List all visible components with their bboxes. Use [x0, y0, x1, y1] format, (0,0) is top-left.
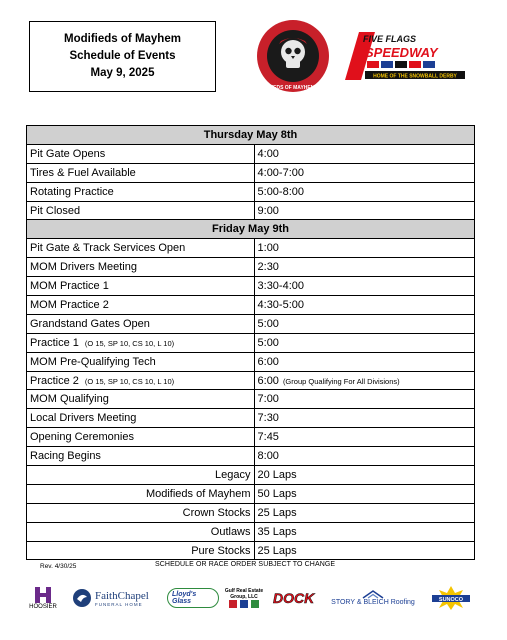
schedule-subtitle: Schedule of Events: [69, 50, 176, 62]
event-name: Pit Closed: [30, 204, 81, 217]
event-time: 2:30: [257, 261, 279, 274]
lloyds-label: Lloyd's Glass: [167, 588, 219, 608]
event-name: MOM Qualifying: [30, 393, 109, 406]
race-laps-cell: 20 Laps: [254, 466, 474, 485]
event-name: MOM Practice 2: [30, 298, 109, 311]
race-row: [27, 484, 475, 503]
event-time: 5:00-8:00: [257, 185, 304, 198]
event-cell: [27, 352, 255, 371]
practice-breakdown: (O 15, SP 10, CS 10, L 10): [84, 338, 175, 348]
schedule-table: [26, 125, 475, 560]
hoosier-h-icon: [33, 586, 53, 604]
time-cell: [254, 239, 474, 258]
event-name: Practice 2: [30, 374, 79, 387]
race-laps-cell: 25 Laps: [254, 503, 474, 522]
race-division-cell: Crown Stocks: [27, 503, 255, 522]
faithchapel-label: FaithChapel: [95, 589, 149, 602]
event-cell: [27, 296, 255, 315]
event-name: MOM Drivers Meeting: [30, 261, 137, 274]
thursday-heading: [27, 126, 475, 145]
event-cell: [27, 277, 255, 296]
event-name: Racing Begins: [30, 450, 101, 463]
time-cell: [254, 314, 474, 333]
event-name: Grandstand Gates Open: [30, 317, 150, 330]
race-row: [27, 503, 475, 522]
race-row: [27, 541, 475, 560]
time-cell: [254, 390, 474, 409]
event-cell: [27, 163, 255, 182]
time-cell: [254, 333, 474, 352]
sunoco-logo: [428, 583, 476, 613]
dock-logo: [273, 583, 313, 613]
event-time: 4:00: [257, 147, 279, 160]
event-name: Pit Gate Opens: [30, 147, 106, 160]
ff-logo-line2: SPEEDWAY: [365, 45, 438, 60]
event-time: 3:30-4:00: [257, 280, 304, 293]
story-bleich-roofing-logo: [325, 583, 421, 613]
thursday-heading-cell: Thursday May 8th: [27, 126, 475, 145]
event-time: 4:00-7:00: [257, 166, 304, 179]
time-cell: [254, 428, 474, 447]
race-laps-cell: 50 Laps: [254, 484, 474, 503]
event-cell: [27, 371, 255, 390]
time-cell: [254, 144, 474, 163]
practice-breakdown: (O 15, SP 10, CS 10, L 10): [84, 376, 175, 386]
time-cell: [254, 352, 474, 371]
event-name: MOM Pre-Qualifying Tech: [30, 355, 156, 368]
event-cell: [27, 314, 255, 333]
gulf-label-2: Group, LLC: [230, 594, 258, 600]
event-time: 5:00: [257, 317, 279, 330]
event-name: Practice 1: [30, 336, 79, 349]
event-name: Opening Ceremonies: [30, 431, 134, 444]
event-time: 1:00: [257, 242, 279, 255]
event-time: 9:00: [257, 204, 279, 217]
event-name: MOM Practice 1: [30, 280, 109, 293]
event-cell: [27, 239, 255, 258]
schedule-row: [27, 409, 475, 428]
race-laps-cell: 25 Laps: [254, 541, 474, 560]
gulf-label-1: Gulf Real Estate: [224, 588, 264, 594]
time-cell: [254, 258, 474, 277]
event-cell: [27, 258, 255, 277]
time-cell: [254, 371, 474, 390]
event-cell: [27, 144, 255, 163]
race-division-cell: Outlaws: [27, 522, 255, 541]
event-name: Pit Gate & Track Services Open: [30, 242, 186, 255]
schedule-row: [27, 390, 475, 409]
faithchapel-sub: FUNERAL HOME: [95, 601, 143, 607]
event-time: 7:00: [257, 393, 279, 406]
event-time: 6:00: [257, 374, 279, 387]
faithchapel-logo: [72, 583, 162, 613]
event-time: 7:30: [257, 412, 279, 425]
dock-label: DOCK: [273, 590, 315, 606]
event-cell: [27, 390, 255, 409]
schedule-row: [27, 314, 475, 333]
time-cell: [254, 409, 474, 428]
schedule-row: [27, 447, 475, 466]
event-cell: [27, 182, 255, 201]
race-laps-cell: 35 Laps: [254, 522, 474, 541]
race-row: [27, 522, 475, 541]
event-time: 8:00: [257, 450, 279, 463]
race-division-cell: Pure Stocks: [27, 541, 255, 560]
title-box: [29, 21, 216, 92]
schedule-row: [27, 182, 475, 201]
schedule-row: [27, 239, 475, 258]
schedule-row: [27, 201, 475, 220]
sunoco-label: SUNOCO: [438, 596, 464, 603]
event-note: (Group Qualifying For All Divisions): [282, 376, 400, 386]
time-cell: [254, 182, 474, 201]
event-cell: [27, 201, 255, 220]
schedule-row: [27, 428, 475, 447]
event-time: 5:00: [257, 336, 279, 349]
schedule-row: [27, 277, 475, 296]
ff-logo-line1: FIVE FLAGS: [363, 34, 417, 44]
schedule-row: [27, 296, 475, 315]
schedule-row: [27, 163, 475, 182]
revision-date: Rev. 4/30/25: [40, 563, 77, 570]
mom-logo-text: MODIFIEDS OF MAYHEM TOUR: [255, 85, 331, 91]
mom-tour-logo: [255, 18, 331, 94]
schedule-row: [27, 371, 475, 390]
schedule-row: [27, 144, 475, 163]
schedule-row: [27, 333, 475, 352]
five-flags-speedway-logo: [345, 30, 470, 82]
lloyds-glass-logo: [167, 583, 219, 613]
event-name: Tires & Fuel Available: [30, 166, 136, 179]
time-cell: [254, 163, 474, 182]
dove-icon: [72, 588, 92, 608]
time-cell: [254, 447, 474, 466]
time-cell: [254, 296, 474, 315]
hoosier-label: HOOSIER: [29, 604, 57, 610]
race-division-cell: Modifieds of Mayhem: [27, 484, 255, 503]
time-cell: [254, 277, 474, 296]
schedule-row: [27, 258, 475, 277]
gulf-brand-icons: [229, 600, 259, 608]
event-title: Modifieds of Mayhem: [64, 33, 181, 45]
race-row: [27, 466, 475, 485]
event-cell: [27, 447, 255, 466]
hoosier-logo: [22, 583, 64, 613]
gulf-real-estate-logo: [222, 583, 266, 613]
race-division-cell: Legacy: [27, 466, 255, 485]
event-time: 7:45: [257, 431, 279, 444]
roof-icon: [362, 590, 384, 599]
event-date: May 9, 2025: [90, 67, 155, 79]
time-cell: [254, 201, 474, 220]
ff-logo-line3: HOME OF THE SNOWBALL DERBY: [373, 73, 457, 80]
event-name: Rotating Practice: [30, 185, 114, 198]
event-cell: [27, 333, 255, 352]
friday-heading: [27, 220, 475, 239]
story-label: STORY & BLEICH Roofing: [331, 599, 415, 606]
schedule-disclaimer: SCHEDULE OR RACE ORDER SUBJECT TO CHANGE: [155, 561, 336, 568]
event-cell: [27, 428, 255, 447]
event-time: 4:30-5:00: [257, 298, 304, 311]
event-cell: [27, 409, 255, 428]
schedule-row: [27, 352, 475, 371]
event-name: Local Drivers Meeting: [30, 412, 137, 425]
friday-heading-cell: Friday May 9th: [27, 220, 475, 239]
event-time: 6:00: [257, 355, 279, 368]
